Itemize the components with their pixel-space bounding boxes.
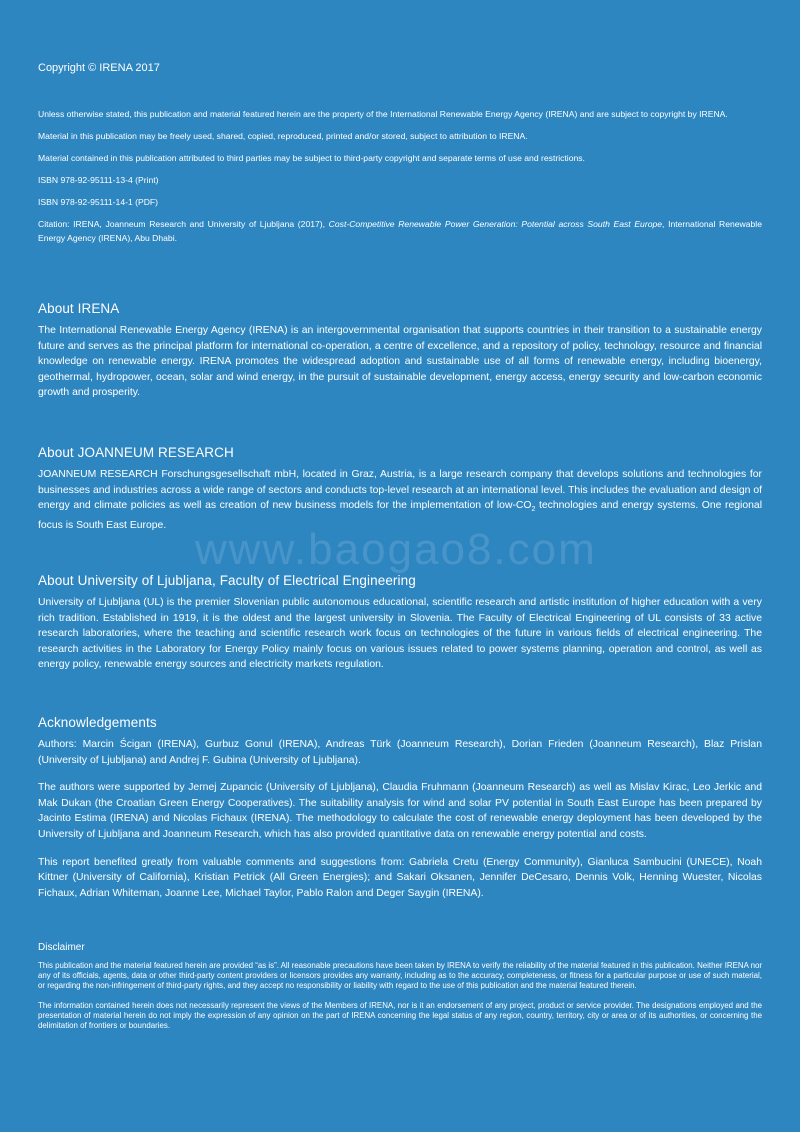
isbn-pdf: ISBN 978-92-95111-14-1 (PDF) (38, 197, 159, 207)
acknowledgements-section (38, 715, 762, 901)
citation-title: Cost-Competitive Renewable Power Generation: Potential across South East Europe (328, 219, 663, 229)
disclaimer-paragraph-2: The information contained herein does not necessarily represent the views of the Members of IRENA, nor is it an endorsement of any project, product or service provider. The designations employed and the presentation of material herein do not imply the expression of any opinion on the part of IRENA concerning the legal status of any region, country, territory, city or area or of its authorities, or concerning the delimitation of frontiers or boundaries. (38, 1001, 762, 1030)
rights-paragraph-3: Material contained in this publication attributed to third parties may be subject to third-party copyright and separate terms of use and restrictions. (38, 153, 585, 163)
acknowledgements-support: The authors were supported by Jernej Zupancic (University of Ljubljana), Claudia Fruhmann (Joanneum Research) as well as Mislav Kirac, Leo Jerkic and Mak Dukan (the Croatian Green Energy Cooperatives). The suitability analysis for wind and solar PV potential in South East Europe has been prepared by Jacinto Estima (IRENA) and Nicolas Fichaux (IRENA). The methodology to calculate the cost of renewable energy deployment has been developed by the University of Ljubljana and Joanneum Research, which has also provided quantitative data on renewable energy potential and costs. (38, 782, 762, 840)
about-joanneum-section (38, 445, 762, 533)
about-joanneum-text (38, 467, 762, 533)
rights-paragraph-1: Unless otherwise stated, this publication and material featured herein are the property of the International Renewable Energy Agency (IRENA) and are subject to copyright by IRENA. (38, 109, 728, 119)
disclaimer-paragraph-1: This publication and the material featured herein are provided “as is”. All reasonable precautions have been taken by IRENA to verify the reliability of the material featured in this publication. Neither IRENA nor any of its officials, agents, data or other third-party content providers or licensors provides any warranty, including as to the accuracy, completeness, or fitness for a particular purpose or use of such material, or regarding the non-infringement of third-party rights, and they accept no responsibility or liability with regard to the use of this publication and the material featured therein. (38, 961, 762, 990)
acknowledgements-comments: This report benefited greatly from valuable comments and suggestions from: Gabriela Cretu (Energy Community), Gianluca Sambucini (UNECE), Noah Kittner (University of California), Kristian Petrick (All Green Energies); and Sakari Oksanen, Jennifer DeCesaro, Dennis Volk, Henning Wuester, Nicolas Fichaux, Adrian Whiteman, Joanne Lee, Michael Taylor, Pablo Ralon and Deger Saygin (IRENA). (38, 856, 762, 899)
about-irena-text: The International Renewable Energy Agency (IRENA) is an intergovernmental organisation that supports countries in their transition to a sustainable energy future and serves as the principal platform for international co-operation, a centre of excellence, and a repository of policy, technology, resource and financial knowledge on renewable energy. IRENA promotes the widespread adoption and sustainable use of all forms of renewable energy, including bioenergy, geothermal, hydropower, ocean, solar and wind energy, in the pursuit of sustainable development, energy access, energy security and low-carbon economic growth and prosperity. (38, 325, 762, 399)
about-ljubljana-section (38, 573, 762, 673)
copyright-line: Copyright © IRENA 2017 (38, 62, 160, 74)
about-irena-heading: About IRENA (38, 301, 120, 316)
rights-section (38, 107, 762, 245)
disclaimer-section (38, 941, 762, 1031)
watermark: www.baogao8.com (195, 525, 597, 574)
citation-prefix: Citation: IRENA, Joanneum Research and University of Ljubljana (2017), (38, 219, 329, 229)
joanneum-text-before: JOANNEUM RESEARCH Forschungsgesellschaft mbH, located in Graz, Austria, is a large research company that develops solutions and technologies for businesses and industries across a wide range of sectors and conducts top-level research at an international level. This includes the evaluation and design of energy and climate policies as well as creation of new business models for the implementation of low-CO (38, 469, 762, 512)
disclaimer-heading: Disclaimer (38, 942, 85, 953)
joanneum-text-after: technologies and energy systems. One regional focus is South East Europe. (38, 500, 762, 531)
co2-subscript: 2 (531, 506, 536, 514)
acknowledgements-heading: Acknowledgements (38, 715, 157, 730)
rights-paragraph-2: Material in this publication may be freely used, shared, copied, reproduced, printed and/or stored, subject to attribution to IRENA. (38, 131, 528, 141)
citation-suffix: , International Renewable Energy Agency (IRENA), Abu Dhabi. (38, 219, 763, 243)
isbn-print: ISBN 978-92-95111-13-4 (Print) (38, 175, 159, 185)
about-ljubljana-heading: About University of Ljubljana, Faculty of Electrical Engineering (38, 573, 416, 588)
acknowledgements-authors: Authors: Marcin Ścigan (IRENA), Gurbuz Gonul (IRENA), Andreas Türk (Joanneum Research), Dorian Frieden (Joanneum Research), Blaz Prislan (University of Ljubljana) and Andrej F. Gubina (University of Ljubljana). (38, 739, 762, 766)
citation (38, 217, 762, 245)
about-irena-section (38, 301, 762, 401)
about-ljubljana-text: University of Ljubljana (UL) is the premier Slovenian public autonomous educational, scientific research and artistic institution of higher education with a very rich tradition. Established in 1919, it is the oldest and the largest university in Slovenia. The Faculty of Electrical Engineering of UL consists of 33 active research laboratories, where the teaching and scientific research work focus on technologies of the future in various fields of electrical engineering. The research activities in the Laboratory for Energy Policy mainly focus on various issues related to power systems planning, operation and control, as well as energy policy, renewable energy sources and electricity markets regulation. (38, 597, 762, 671)
about-joanneum-heading: About JOANNEUM RESEARCH (38, 445, 234, 460)
